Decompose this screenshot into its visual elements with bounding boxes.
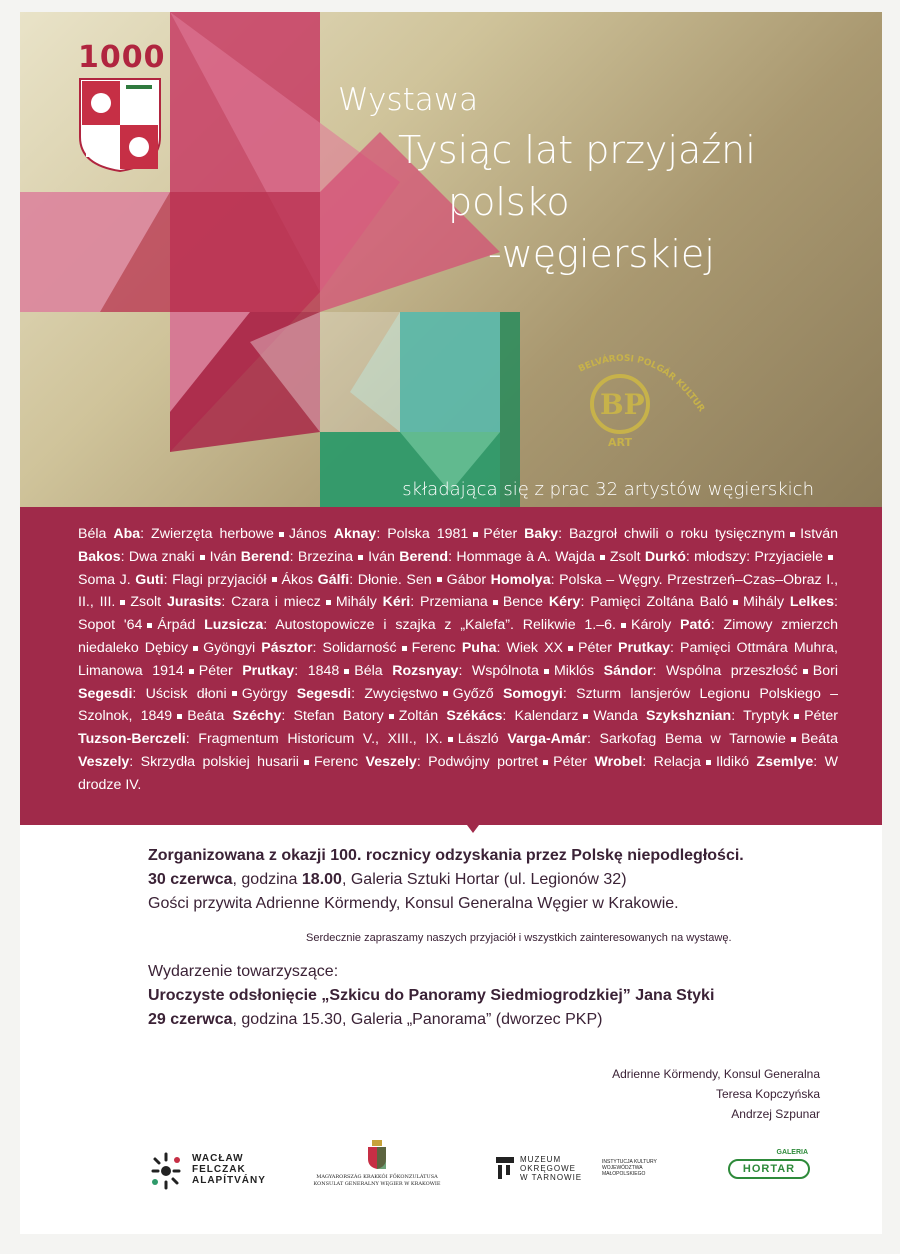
- separator-bullet: [402, 646, 407, 651]
- artist-first-name: Győző: [452, 685, 503, 702]
- artist-surname: Tuzson-Berczeli: [78, 731, 186, 748]
- separator-bullet: [568, 646, 573, 651]
- consulate-logo: [302, 1139, 452, 1188]
- museum-line-2: OKRĘGOWE: [520, 1164, 577, 1173]
- artist-first-name: Gyöngyi: [203, 639, 262, 656]
- artist-surname: Kéry: [548, 594, 581, 611]
- artist-surname: Jurasits: [166, 594, 222, 611]
- artist-first-name: Béla: [354, 662, 393, 679]
- artwork-title: : Bazgroł chwili o roku tysięcznym: [558, 526, 786, 542]
- occasion-line: Zorganizowana z okazji 100. rocznicy odzyskania przez Polskę niepodległości.: [148, 847, 744, 864]
- separator-bullet: [621, 623, 626, 628]
- separator-bullet: [344, 669, 349, 674]
- separator-bullet: [326, 600, 331, 605]
- artist-surname: Rozsnyay: [392, 662, 459, 679]
- separator-bullet: [544, 669, 549, 674]
- separator-bullet: [443, 691, 448, 696]
- artwork-title: : Kalendarz: [502, 708, 579, 725]
- opening-venue: , Galeria Sztuki Hortar (ul. Legionów 32): [341, 871, 627, 888]
- hero-banner: [20, 12, 882, 507]
- bp-art-stamp-logo: [560, 342, 710, 462]
- artist-surname: Pásztor: [261, 639, 313, 656]
- section-notch: [467, 825, 479, 833]
- artwork-title: : Szturm lansjerów Legionu Polskiego – Szolnok, 1849: [78, 685, 839, 725]
- artist-surname: Pató: [680, 617, 711, 634]
- artist-surname: Varga-Amár: [507, 731, 587, 748]
- stamp-word: ART: [608, 436, 632, 449]
- separator-bullet: [493, 600, 498, 605]
- separator-bullet: [790, 532, 795, 537]
- artist-surname: Székács: [446, 708, 503, 725]
- artwork-title: : Pamięci Ottmára Muhra, Limanowa 1914: [78, 639, 838, 679]
- separator-bullet: [177, 714, 182, 719]
- artist-entry: [503, 594, 728, 610]
- stamp-text: BELVÁROSI POLGÁR KULTUR: [577, 353, 707, 415]
- artwork-title: : Dwa znaki: [120, 548, 195, 565]
- separator-bullet: [193, 646, 198, 651]
- artwork-title: : Solidarność: [312, 639, 397, 656]
- separator-bullet: [706, 760, 711, 765]
- artists-list-panel: [20, 507, 882, 825]
- artist-surname: Wrobel: [594, 753, 643, 770]
- separator-bullet: [200, 555, 205, 560]
- museum-icon: [494, 1155, 516, 1181]
- artist-surname: Zsemlye: [756, 753, 814, 770]
- artist-entry: [314, 754, 538, 770]
- separator-bullet: [803, 669, 808, 674]
- felczak-line-1: WACŁAW: [192, 1153, 244, 1164]
- artwork-title: : Stefan Batory: [281, 708, 384, 725]
- artist-surname: Lelkes: [789, 594, 835, 611]
- separator-bullet: [389, 714, 394, 719]
- artist-surname: Homolya: [490, 571, 551, 588]
- artwork-title: : Wspólna przeszłość: [652, 662, 798, 679]
- artist-first-name: Péter: [578, 639, 618, 656]
- exhibition-kicker: Wystawa: [338, 82, 479, 118]
- felczak-line-3: ALAPÍTVÁNY: [192, 1175, 266, 1186]
- artist-entry: [130, 594, 320, 610]
- separator-bullet: [120, 600, 125, 605]
- artist-surname: Gálfi: [317, 571, 350, 588]
- artist-entry: [289, 526, 468, 542]
- artist-entry: [210, 549, 353, 565]
- patron-3: Andrzej Szpunar: [731, 1107, 820, 1121]
- museum-sub-1: INSTYTUCJA KULTURY: [602, 1159, 657, 1165]
- artist-entry: [554, 663, 798, 679]
- artwork-title: : Wspólnota: [458, 662, 539, 679]
- artist-first-name: Béla: [78, 526, 114, 542]
- separator-bullet: [828, 555, 833, 560]
- artist-entry: [199, 663, 340, 679]
- artist-entry: [282, 572, 432, 588]
- separator-bullet: [794, 714, 799, 719]
- patron-2: Teresa Kopczyńska: [715, 1087, 820, 1101]
- hortar-word: HORTAR: [728, 1159, 810, 1179]
- artist-entry: [610, 549, 823, 565]
- artist-first-name: Károly: [630, 617, 681, 634]
- artist-first-name: György: [241, 685, 297, 702]
- artist-first-name: Péter: [553, 753, 595, 770]
- artist-entry: [593, 708, 789, 724]
- museum-line-3: W TARNOWIE: [520, 1173, 583, 1182]
- title-line-2: polsko: [448, 180, 570, 224]
- patron-1: Adrienne Körmendy, Konsul Generalna: [612, 1067, 820, 1081]
- artwork-title: : Hommage à A. Wajda: [448, 548, 595, 565]
- artists-list: [78, 523, 838, 797]
- artist-first-name: Iván: [209, 548, 241, 565]
- artist-surname: Sándor: [603, 662, 653, 679]
- side-event-title: Uroczyste odsłonięcie „Szkicu do Panoramy Siedmiogrodzkiej” Jana Styki: [148, 987, 715, 1004]
- opening-time: 18.00: [301, 871, 342, 888]
- hortar-gallery-logo: [728, 1149, 808, 1181]
- artwork-title: : Czara i miecz: [221, 594, 321, 611]
- hungarian-crest-icon: [366, 1139, 388, 1169]
- artist-first-name: István: [800, 526, 839, 542]
- separator-bullet: [279, 532, 284, 537]
- opening-mid: , godzina: [232, 871, 302, 888]
- artist-entry: [242, 686, 438, 702]
- artist-first-name: Zsolt: [609, 548, 645, 565]
- artist-surname: Berend: [399, 548, 449, 565]
- artist-surname: Durkó: [644, 548, 686, 565]
- artwork-title: : Zwycięstwo: [351, 685, 438, 702]
- consulate-line-2: KONSULAT GENERALNY WĘGIER W KRAKOWIE: [313, 1181, 441, 1187]
- artist-entry: [399, 708, 579, 724]
- artwork-title: : Podwójny portret: [416, 753, 539, 770]
- artwork-title: : Zwierzęta herbowe: [140, 526, 274, 542]
- artist-first-name: Miklós: [553, 662, 604, 679]
- artist-first-name: Beáta: [800, 731, 839, 748]
- artist-first-name: Bori: [812, 662, 838, 679]
- artwork-title: : Dłonie. Sen: [349, 571, 432, 588]
- museum-line-1: MUZEUM: [520, 1155, 562, 1164]
- artist-entry: [553, 754, 701, 770]
- artist-surname: Segesdi: [296, 685, 352, 702]
- stamp-monogram: BP: [600, 388, 645, 421]
- felczak-icon: [148, 1151, 184, 1191]
- artist-first-name: Péter: [483, 526, 525, 542]
- artist-surname: Aba: [113, 526, 141, 542]
- artwork-title: : Flagi przyjaciół: [163, 571, 267, 588]
- separator-bullet: [791, 737, 796, 742]
- artist-surname: Prutkay: [242, 662, 295, 679]
- artist-first-name: Ildikó: [715, 753, 757, 770]
- artist-entry: [354, 663, 539, 679]
- artwork-title: : Tryptyk: [731, 708, 790, 725]
- separator-bullet: [358, 555, 363, 560]
- artwork-title: : Autostopowicze i szajka z „Kalefa”. Relikwie 1.–6.: [263, 617, 616, 634]
- artist-entry: [458, 731, 786, 747]
- artwork-title: : Brzezina: [289, 548, 354, 565]
- invitation-line: Serdecznie zapraszamy naszych przyjaciół i wszystkich zainteresowanych na wystawę.: [306, 932, 732, 944]
- artist-entry: [483, 526, 785, 542]
- event-info: [20, 825, 882, 1234]
- artist-entry: [157, 617, 616, 633]
- artist-surname: Veszely: [365, 753, 417, 770]
- artwork-title: : Skrzydła polskiej husarii: [129, 753, 299, 770]
- separator-bullet: [437, 577, 442, 582]
- separator-bullet: [473, 532, 478, 537]
- artist-first-name: Péter: [198, 662, 243, 679]
- artist-surname: Baky: [524, 526, 559, 542]
- separator-bullet: [448, 737, 453, 742]
- artist-first-name: Ákos: [281, 571, 318, 588]
- artist-entry: [336, 594, 488, 610]
- artist-surname: Luzsicza: [204, 617, 264, 634]
- artwork-title: : W drodze IV.: [78, 753, 839, 793]
- artist-surname: Bakos: [78, 548, 121, 565]
- artist-first-name: Mihály: [335, 594, 383, 611]
- artist-entry: [412, 640, 563, 656]
- museum-sub-3: MAŁOPOLSKIEGO: [602, 1171, 646, 1177]
- artist-first-name: Soma J.: [78, 571, 136, 588]
- artist-first-name: Ferenc: [411, 639, 462, 656]
- artist-entry: [187, 708, 384, 724]
- artist-first-name: Zsolt: [130, 594, 167, 611]
- title-line-3: -węgierskiej: [488, 232, 715, 276]
- artwork-title: : Wiek XX: [496, 639, 564, 656]
- artist-surname: Segesdi: [78, 685, 133, 702]
- side-event-date: 29 czerwca: [148, 1011, 233, 1028]
- side-event-details: , godzina 15.30, Galeria „Panorama” (dworzec PKP): [232, 1011, 603, 1028]
- separator-bullet: [304, 760, 309, 765]
- hortar-gallery-word: GALERIA: [776, 1149, 808, 1156]
- consulate-line-1: MAGYARORSZÁG KRAKKÓI FŐKONZULÁTUSA: [316, 1174, 438, 1180]
- artist-first-name: Bence: [502, 594, 549, 611]
- opening-date: 30 czerwca: [148, 871, 233, 888]
- artwork-title: : Polska 1981: [376, 526, 469, 542]
- artist-surname: Somogyi: [502, 685, 563, 702]
- millennium-emblem: [78, 40, 188, 177]
- artwork-title: : Fragmentum Historicum V., XIII., IX.: [185, 731, 443, 748]
- artwork-title: : młodszy: Przyjaciele: [685, 548, 824, 565]
- artist-surname: Prutkay: [617, 639, 671, 656]
- coat-of-arms-icon: [78, 77, 162, 173]
- artist-surname: Puha: [461, 639, 497, 656]
- artist-first-name: Iván: [368, 548, 400, 565]
- artist-surname: Kéri: [382, 594, 411, 611]
- sponsor-logos: [20, 1143, 882, 1213]
- artist-entry: [203, 640, 396, 656]
- title-line-1: Tysiąc lat przyjaźni: [398, 128, 756, 172]
- separator-bullet: [583, 714, 588, 719]
- artwork-title: : Sarkofag Bema w Tarnowie: [586, 731, 786, 748]
- exhibition-title: [398, 124, 756, 280]
- artist-first-name: Wanda: [593, 708, 647, 725]
- artist-surname: Veszely: [78, 753, 130, 770]
- artist-surname: Guti: [135, 571, 164, 588]
- artist-surname: Szykshznian: [646, 708, 732, 725]
- artwork-title: : Przemiana: [410, 594, 488, 611]
- museum-sub-2: WOJEWÓDZTWA: [602, 1165, 643, 1171]
- artwork-title: : Pamięci Zoltána Baló: [580, 594, 729, 611]
- separator-bullet: [600, 555, 605, 560]
- separator-bullet: [189, 669, 194, 674]
- opening-date-line: [148, 871, 627, 889]
- artist-first-name: Ferenc: [313, 753, 366, 770]
- separator-bullet: [232, 691, 237, 696]
- artwork-title: : Zimowy zmierzch niedaleko Dębicy: [78, 617, 838, 656]
- artist-first-name: Beáta: [187, 708, 233, 725]
- artwork-title: : Sopot '64: [78, 594, 838, 634]
- artist-first-name: Gábor: [446, 571, 491, 588]
- artist-entry: [368, 549, 595, 565]
- artwork-title: : Relacja: [642, 753, 701, 770]
- separator-bullet: [543, 760, 548, 765]
- artwork-title: : Polska – Węgry. Przestrzeń–Czas–Obraz I., II., III.: [78, 571, 839, 611]
- emblem-number: 1000: [78, 40, 166, 75]
- artist-surname: Aknay: [333, 526, 377, 542]
- artist-entry: [78, 526, 274, 542]
- artist-surname: Berend: [240, 548, 290, 565]
- artwork-title: : 1848: [294, 662, 340, 679]
- felczak-line-2: FELCZAK: [192, 1164, 246, 1175]
- artwork-title: : Uścisk dłoni: [132, 685, 227, 702]
- exhibition-subtitle: składająca się z prac 32 artystów węgierskich: [402, 479, 814, 500]
- side-event-date-line: [148, 1011, 602, 1029]
- welcome-line: Gości przywita Adrienne Körmendy, Konsul Generalna Węgier w Krakowie.: [148, 895, 679, 912]
- artist-first-name: Árpád: [157, 617, 205, 634]
- artist-entry: [78, 572, 267, 588]
- artist-surname: Széchy: [232, 708, 282, 725]
- side-event-label: Wydarzenie towarzyszące:: [148, 963, 339, 980]
- artist-first-name: Zoltán: [398, 708, 447, 725]
- separator-bullet: [733, 600, 738, 605]
- artist-first-name: János: [288, 526, 334, 542]
- artist-first-name: Péter: [804, 708, 838, 725]
- artist-first-name: László: [457, 731, 508, 748]
- artist-first-name: Mihály: [743, 594, 790, 611]
- separator-bullet: [272, 577, 277, 582]
- separator-bullet: [147, 623, 152, 628]
